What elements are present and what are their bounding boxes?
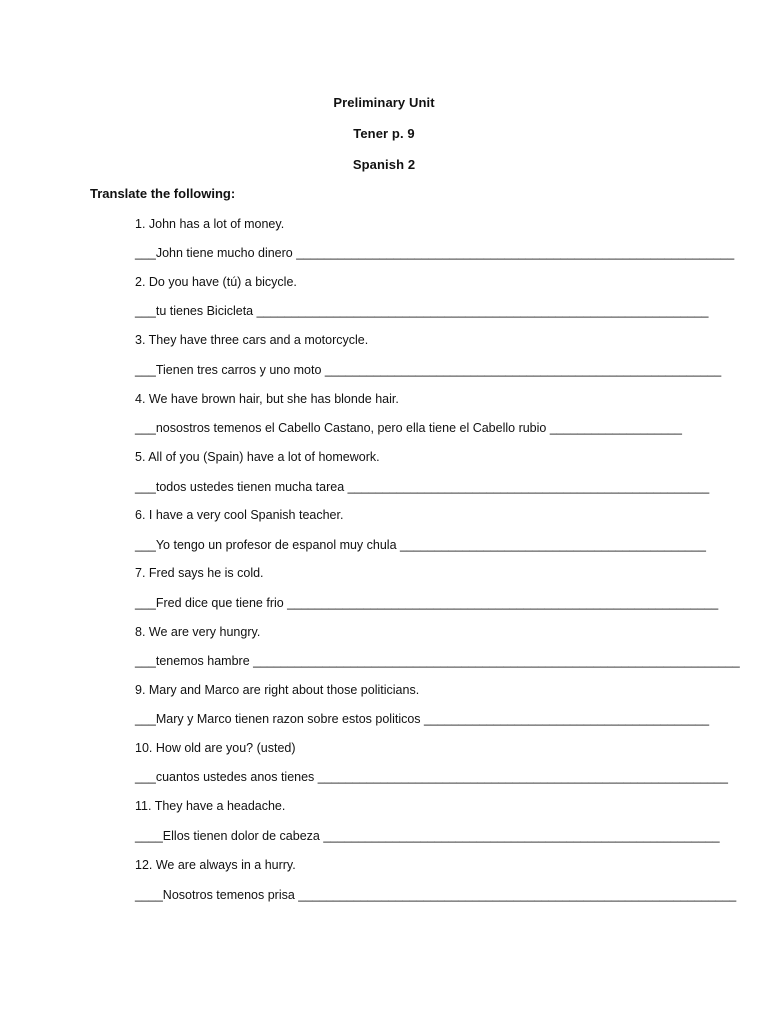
question-10: 10. How old are you? (usted) <box>135 741 296 755</box>
answer-1: ___John tiene mucho dinero _______________________________________________________________ <box>135 246 735 260</box>
answer-4: ___nosostros temenos el Cabello Castano, pero ella tiene el Cabello rubio ___________________ <box>135 421 682 435</box>
question-11: 11. They have a headache. <box>135 799 286 813</box>
answer-3: ___Tienen tres carros y uno moto _________________________________________________________ <box>135 363 722 377</box>
answer-10: ___cuantos ustedes anos tienes ___________________________________________________________ <box>135 770 728 784</box>
answer-2: ___tu tienes Bicicleta _________________________________________________________________ <box>135 304 709 318</box>
answer-6: ___Yo tengo un profesor de espanol muy chula ____________________________________________ <box>135 538 706 552</box>
worksheet-subtitle: Tener p. 9 <box>353 126 415 141</box>
answer-12: ____Nosotros temenos prisa _______________________________________________________________ <box>135 888 737 902</box>
question-6: 6. I have a very cool Spanish teacher. <box>135 508 344 522</box>
question-5: 5. All of you (Spain) have a lot of homework. <box>135 450 380 464</box>
question-9: 9. Mary and Marco are right about those politicians. <box>135 683 420 697</box>
question-1: 1. John has a lot of money. <box>135 217 285 231</box>
question-4: 4. We have brown hair, but she has blonde hair. <box>135 392 399 406</box>
answer-5: ___todos ustedes tienen mucha tarea ____________________________________________________ <box>135 480 710 494</box>
question-12: 12. We are always in a hurry. <box>135 858 296 872</box>
question-8: 8. We are very hungry. <box>135 625 261 639</box>
answer-9: ___Mary y Marco tienen razon sobre estos politicos _________________________________________ <box>135 712 710 726</box>
question-3: 3. They have three cars and a motorcycle. <box>135 333 369 347</box>
worksheet-title: Preliminary Unit <box>333 95 435 110</box>
answer-8: ___tenemos hambre ______________________________________________________________________ <box>135 654 740 668</box>
answer-7: ___Fred dice que tiene frio ______________________________________________________________ <box>135 596 719 610</box>
question-2: 2. Do you have (tú) a bicycle. <box>135 275 297 289</box>
course-name: Spanish 2 <box>352 157 416 172</box>
instructions: Translate the following: <box>90 186 236 201</box>
question-7: 7. Fred says he is cold. <box>135 566 264 580</box>
answer-11: ____Ellos tienen dolor de cabeza _________________________________________________________ <box>135 829 720 843</box>
